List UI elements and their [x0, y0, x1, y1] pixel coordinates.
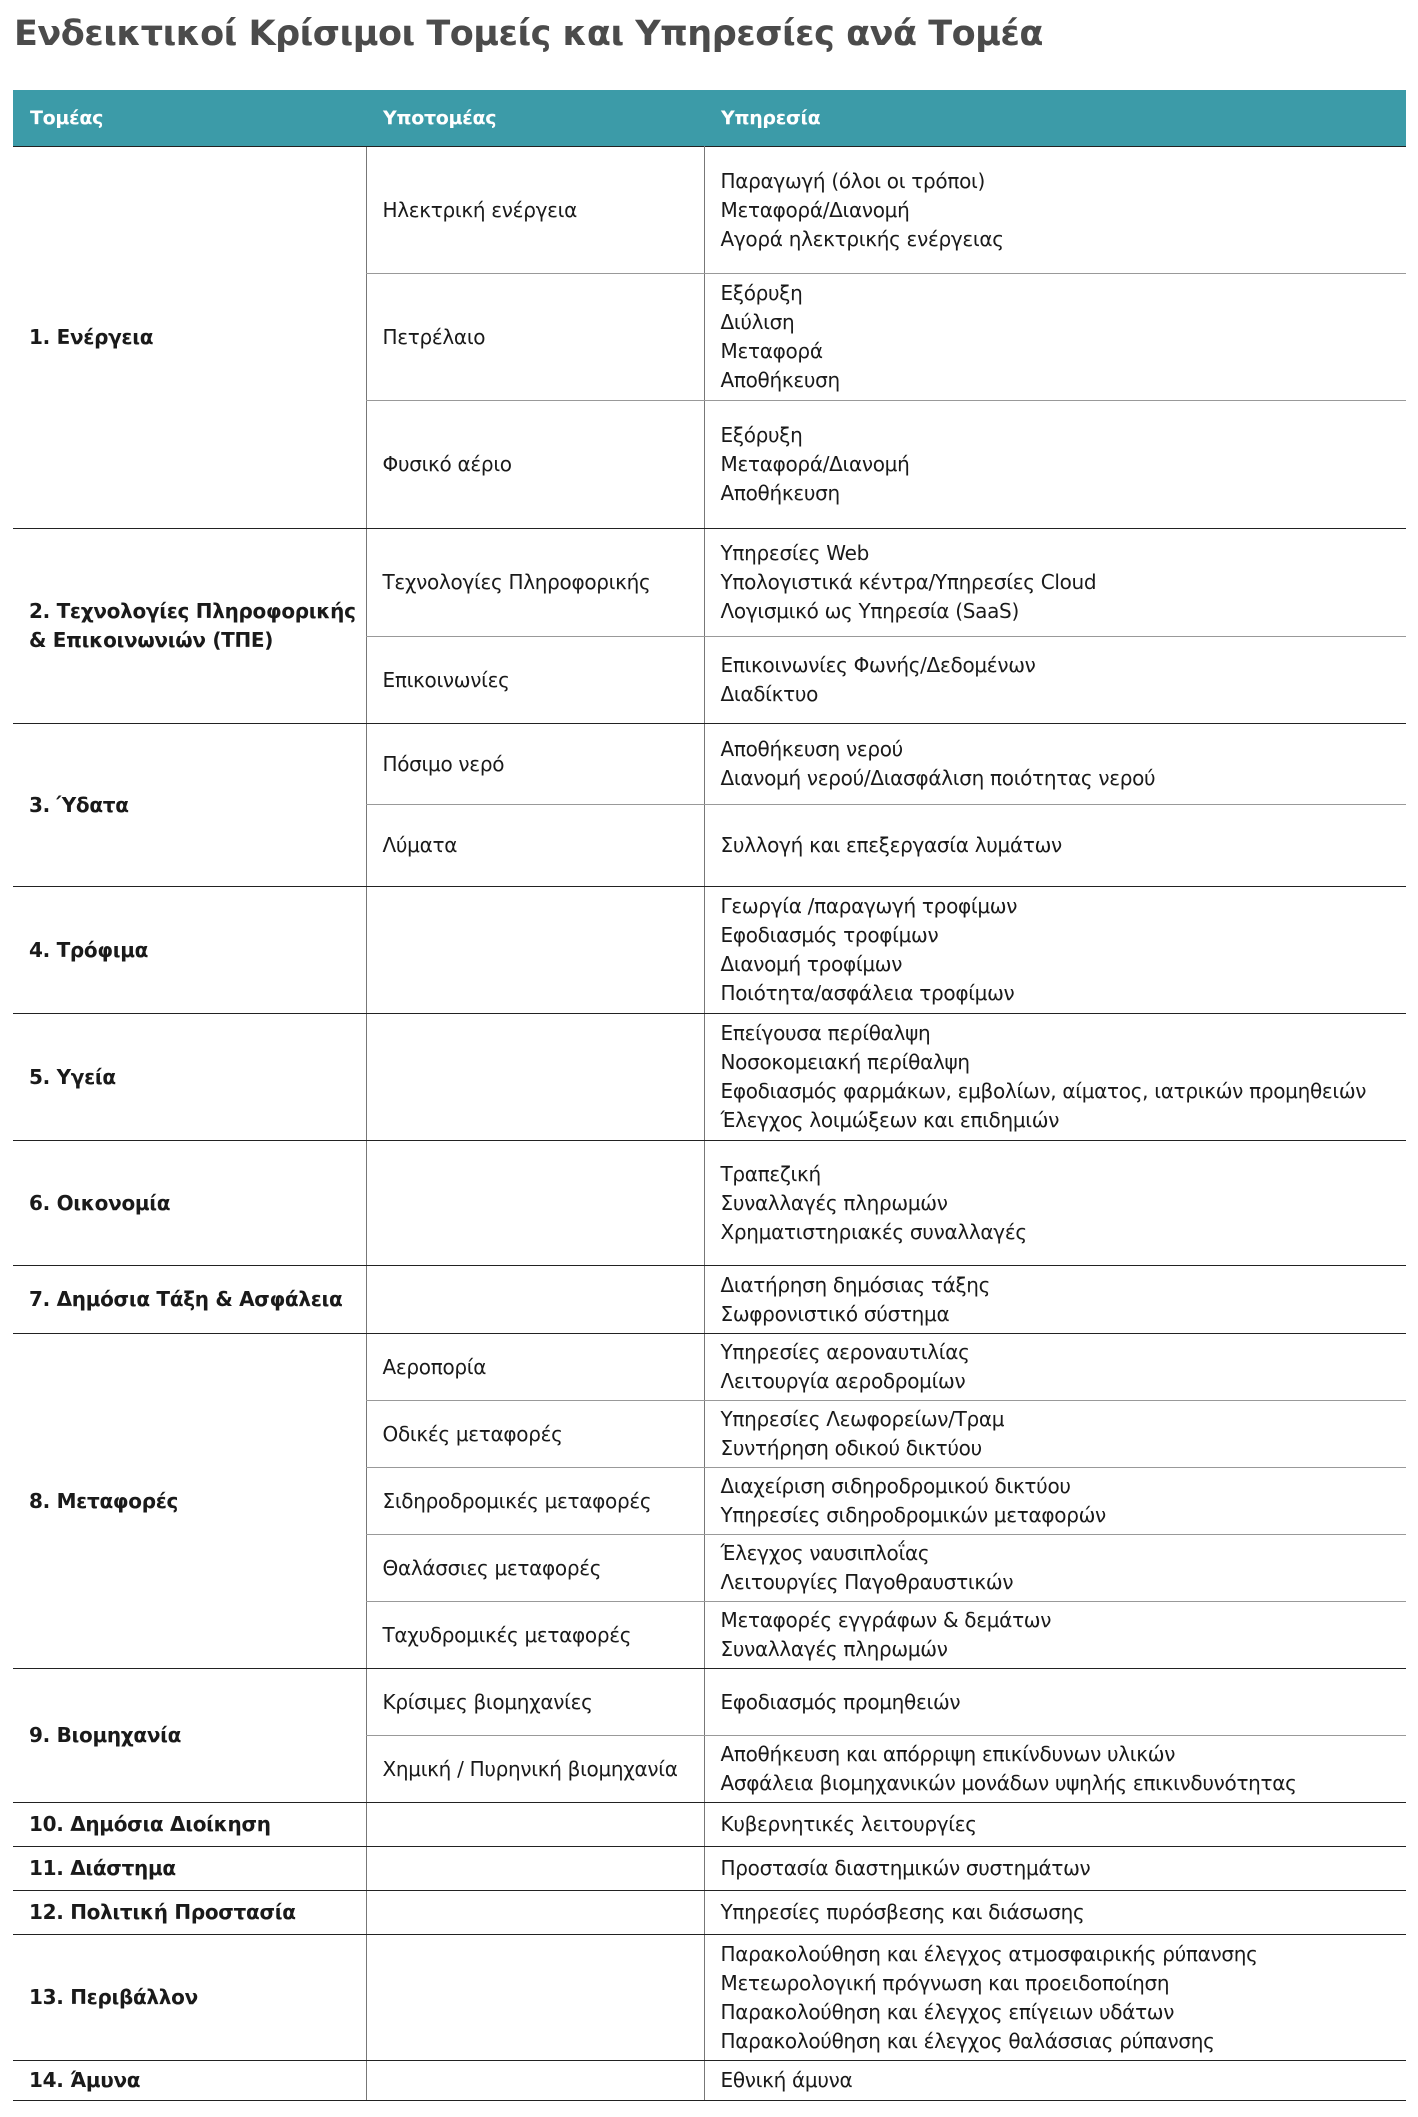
service-cell: [704, 401, 1406, 529]
subsector-cell: [366, 887, 704, 1014]
service-item: Γεωργία /παραγωγή τροφίμων: [720, 894, 1018, 918]
subsector-cell: Τεχνολογίες Πληροφορικής: [366, 529, 704, 637]
table-row: [13, 147, 1406, 274]
service-item: Εφοδιασμός προμηθειών: [720, 1689, 961, 1714]
service-item: Μεταφορά/Διανομή: [720, 452, 910, 476]
service-item: Εφοδιασμός φαρμάκων, εμβολίων, αίματος, ιατρικών προμηθειών: [720, 1079, 1367, 1103]
subsector-cell: Ηλεκτρική ενέργεια: [366, 147, 704, 274]
table-row: [13, 1935, 1406, 2061]
service-cell: [704, 2061, 1406, 2101]
service-cell: [704, 1468, 1406, 1535]
sectors-table: [13, 90, 1406, 2101]
sector-cell: 8. Μεταφορές: [13, 1334, 366, 1669]
table-row: [13, 1891, 1406, 1935]
table-row: [13, 1803, 1406, 1847]
service-item: Συλλογή και επεξεργασία λυμάτων: [720, 833, 1062, 857]
service-item: Διανομή τροφίμων: [720, 952, 903, 976]
subsector-cell: [366, 1803, 704, 1847]
subsector-cell: Θαλάσσιες μεταφορές: [366, 1535, 704, 1602]
table-row: [13, 724, 1406, 805]
service-cell: [704, 1535, 1406, 1602]
subsector-cell: [366, 1847, 704, 1891]
sector-cell: 12. Πολιτική Προστασία: [13, 1891, 366, 1935]
sector-cell: 6. Οικονομία: [13, 1141, 366, 1266]
service-item: Υπηρεσίες αεροναυτιλίας: [720, 1340, 970, 1364]
service-item: Χρηματιστηριακές συναλλαγές: [720, 1219, 1027, 1244]
service-item: Διατήρηση δημόσιας τάξης: [720, 1272, 991, 1297]
subsector-cell: Φυσικό αέριο: [366, 401, 704, 529]
service-cell: [704, 637, 1406, 724]
service-item: Ποιότητα/ασφάλεια τροφίμων: [720, 981, 1015, 1005]
service-item: Αποθήκευση: [720, 481, 840, 505]
service-cell: [704, 1803, 1406, 1847]
service-item: Υπηρεσίες Web: [720, 541, 869, 565]
page-title: Ενδεικτικοί Κρίσιμοι Τομείς και Υπηρεσίες ανά Τομέα: [14, 14, 1043, 54]
service-item: Έλεγχος ναυσιπλοΐας: [720, 1541, 930, 1565]
service-item: Τραπεζική: [720, 1161, 821, 1186]
table-row: [13, 529, 1406, 637]
service-cell: [704, 887, 1406, 1014]
sector-cell: 3. Ύδατα: [13, 724, 366, 887]
subsector-cell: Ταχυδρομικές μεταφορές: [366, 1602, 704, 1669]
service-item: Λειτουργία αεροδρομίων: [720, 1369, 966, 1393]
service-item: Κυβερνητικές λειτουργίες: [720, 1812, 977, 1836]
service-item: Μεταφορά/Διανομή: [720, 197, 910, 222]
service-item: Διαδίκτυο: [720, 682, 819, 706]
table-row: [13, 1669, 1406, 1736]
header-service: Υπηρεσία: [704, 90, 1406, 147]
sector-cell: 14. Άμυνα: [13, 2061, 366, 2101]
subsector-cell: Κρίσιμες βιομηχανίες: [366, 1669, 704, 1736]
service-item: Συναλλαγές πληρωμών: [720, 1637, 948, 1661]
subsector-cell: [366, 1891, 704, 1935]
service-item: Αποθήκευση νερού: [720, 737, 903, 761]
service-item: Νοσοκομειακή περίθαλψη: [720, 1050, 970, 1074]
service-cell: [704, 147, 1406, 274]
subsector-cell: Λύματα: [366, 805, 704, 887]
subsector-cell: Οδικές μεταφορές: [366, 1401, 704, 1468]
table-row: [13, 2061, 1406, 2101]
service-cell: [704, 1847, 1406, 1891]
service-cell: [704, 274, 1406, 401]
table-row: [13, 1141, 1406, 1266]
subsector-cell: [366, 1141, 704, 1266]
service-item: Αγορά ηλεκτρικής ενέργειας: [720, 226, 1004, 251]
sector-cell: 1. Ενέργεια: [13, 147, 366, 529]
service-item: Λειτουργίες Παγοθραυστικών: [720, 1570, 1014, 1594]
sector-cell: 11. Διάστημα: [13, 1847, 366, 1891]
header-subsector: Υποτομέας: [366, 90, 704, 147]
table-header: [13, 90, 1406, 147]
service-item: Υπηρεσίες σιδηροδρομικών μεταφορών: [720, 1503, 1106, 1527]
service-cell: [704, 724, 1406, 805]
service-item: Έλεγχος λοιμώξεων και επιδημιών: [720, 1108, 1060, 1132]
subsector-cell: [366, 1014, 704, 1141]
sector-cell: 7. Δημόσια Τάξη & Ασφάλεια: [13, 1266, 366, 1334]
service-cell: [704, 1935, 1406, 2061]
service-cell: [704, 1014, 1406, 1141]
service-item: Διύλιση: [720, 310, 795, 334]
service-item: Επείγουσα περίθαλψη: [720, 1021, 931, 1045]
table-row: [13, 1334, 1406, 1401]
service-cell: [704, 1401, 1406, 1468]
subsector-cell: Σιδηροδρομικές μεταφορές: [366, 1468, 704, 1535]
service-cell: [704, 1736, 1406, 1803]
service-item: Εξόρυξη: [720, 423, 803, 447]
table-row: [13, 1014, 1406, 1141]
service-item: Διανομή νερού/Διασφάλιση ποιότητας νερού: [720, 766, 1156, 790]
service-cell: [704, 1334, 1406, 1401]
service-cell: [704, 1891, 1406, 1935]
subsector-cell: Πετρέλαιο: [366, 274, 704, 401]
service-item: Υπολογιστικά κέντρα/Υπηρεσίες Cloud: [720, 570, 1097, 594]
service-item: Εξόρυξη: [720, 281, 803, 305]
table-body: [13, 147, 1406, 2101]
sector-cell: 4. Τρόφιμα: [13, 887, 366, 1014]
table-row: [13, 887, 1406, 1014]
service-item: Εφοδιασμός τροφίμων: [720, 923, 939, 947]
service-item: Παρακολούθηση και έλεγχος επίγειων υδάτων: [720, 1999, 1175, 2024]
service-cell: [704, 1141, 1406, 1266]
sector-cell: 9. Βιομηχανία: [13, 1669, 366, 1803]
service-item: Προστασία διαστημικών συστημάτων: [720, 1856, 1091, 1880]
service-item: Μετεωρολογική πρόγνωση και προειδοποίηση: [720, 1970, 1170, 1995]
service-cell: [704, 1266, 1406, 1334]
service-cell: [704, 1669, 1406, 1736]
service-item: Επικοινωνίες Φωνής/Δεδομένων: [720, 653, 1036, 677]
subsector-cell: [366, 2061, 704, 2101]
table-row: [13, 1847, 1406, 1891]
service-item: Παρακολούθηση και έλεγχος θαλάσσιας ρύπανσης: [720, 2028, 1215, 2053]
service-cell: [704, 1602, 1406, 1669]
sector-cell: 13. Περιβάλλον: [13, 1935, 366, 2061]
sector-cell: 5. Υγεία: [13, 1014, 366, 1141]
service-item: Παρακολούθηση και έλεγχος ατμοσφαιρικής ρύπανσης: [720, 1941, 1258, 1966]
service-cell: [704, 529, 1406, 637]
table-row: [13, 1266, 1406, 1334]
service-item: Παραγωγή (όλοι οι τρόποι): [720, 168, 985, 193]
sector-cell: 10. Δημόσια Διοίκηση: [13, 1803, 366, 1847]
service-item: Αποθήκευση: [720, 368, 840, 392]
service-cell: [704, 805, 1406, 887]
subsector-cell: [366, 1935, 704, 2061]
service-item: Υπηρεσίες πυρόσβεσης και διάσωσης: [720, 1900, 1085, 1924]
service-item: Συντήρηση οδικού δικτύου: [720, 1436, 982, 1460]
subsector-cell: Αεροπορία: [366, 1334, 704, 1401]
subsector-cell: [366, 1266, 704, 1334]
service-item: Αποθήκευση και απόρριψη επικίνδυνων υλικών: [720, 1742, 1176, 1766]
header-sector: Τομέας: [13, 90, 366, 147]
service-item: Ασφάλεια βιομηχανικών μονάδων υψηλής επικινδυνότητας: [720, 1771, 1297, 1795]
service-item: Λογισμικό ως Υπηρεσία (SaaS): [720, 599, 1019, 623]
service-item: Υπηρεσίες Λεωφορείων/Τραμ: [720, 1407, 1005, 1431]
service-item: Σωφρονιστικό σύστημα: [720, 1301, 950, 1326]
service-item: Μεταφορά: [720, 339, 823, 363]
subsector-cell: Χημική / Πυρηνική βιομηχανία: [366, 1736, 704, 1803]
sector-cell: 2. Τεχνολογίες Πληροφορικής & Επικοινωνιών (ΤΠΕ): [13, 529, 366, 724]
table-header-row: [13, 90, 1406, 147]
sectors-table-wrapper: [13, 90, 1406, 2101]
subsector-cell: Επικοινωνίες: [366, 637, 704, 724]
subsector-cell: Πόσιμο νερό: [366, 724, 704, 805]
service-item: Διαχείριση σιδηροδρομικού δικτύου: [720, 1474, 1071, 1498]
service-item: Συναλλαγές πληρωμών: [720, 1190, 948, 1215]
service-item: Μεταφορές εγγράφων & δεμάτων: [720, 1608, 1052, 1632]
service-item: Εθνική άμυνα: [720, 2068, 853, 2092]
